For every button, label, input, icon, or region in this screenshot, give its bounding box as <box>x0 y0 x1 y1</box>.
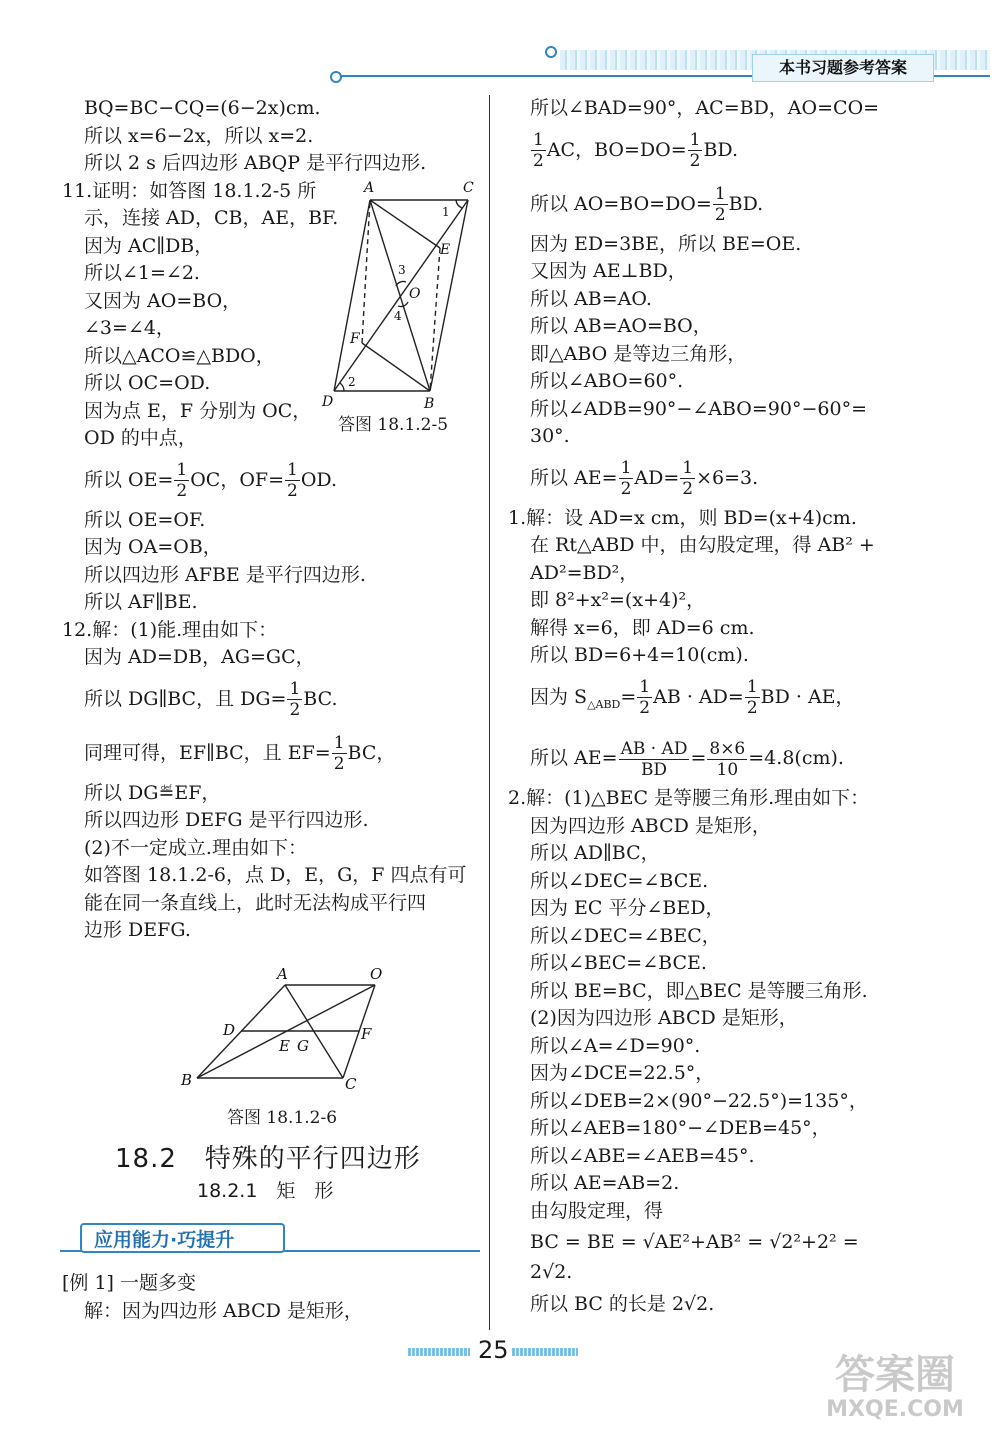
formula-line: 所以 OE= $\frac{1}{2}$ OC，OF= $\frac{1}{2}$ OD. <box>84 460 338 501</box>
column-divider <box>489 95 490 1330</box>
formula-line: 所以 AO=BO=DO= $\frac{1}{2}$ BD. <box>530 184 764 225</box>
fraction-half: $\frac{1}{2}$ <box>639 677 651 718</box>
problem-11-heading: 11.证明：如答图 18.1.2-5 所 <box>62 179 317 202</box>
text-line: 所以∠A=∠D=90°. <box>530 1034 701 1057</box>
text-line: 30°. <box>530 425 570 447</box>
text-line: OD 的中点， <box>84 427 197 449</box>
fraction-half: $\frac{1}{2}$ <box>682 458 694 499</box>
text-line: 所以四边形 AFBE 是平行四边形. <box>84 563 366 586</box>
subsection-heading: 18.2.1 矩 形 <box>197 1180 334 1202</box>
text-line: 所以∠DEB=2×(90°−22.5°)=135°， <box>530 1089 868 1112</box>
page-number-decoration-left <box>408 1348 470 1356</box>
formula-line: 所以 AE= $\frac{1}{2}$ AD= $\frac{1}{2}$ ×6=3. <box>530 458 759 499</box>
text-line: 所以 AD∥BC， <box>530 842 660 865</box>
text-line: 如答图 18.1.2-6，点 D，E，G，F 四点有可 <box>84 864 467 886</box>
fig6-label-f: F <box>361 1025 372 1043</box>
fraction-half: $\frac{1}{2}$ <box>289 679 301 720</box>
text-line: 所以 BE=BC，即△BEC 是等腰三角形. <box>530 979 868 1002</box>
example-heading: [例 1] 一题多变 <box>62 1272 196 1294</box>
text-line: 因为∠DCE=22.5°， <box>530 1062 715 1085</box>
text-line: 所以 BC 的长是 2√2. <box>530 1292 715 1315</box>
text-line: 又因为 AE⊥BD， <box>530 260 687 282</box>
fig5-label-4: 4 <box>394 309 402 323</box>
fig5-label-c: C <box>463 180 474 196</box>
text-line: 所以 OE=OF. <box>84 508 206 531</box>
text-line: 即△ABO 是等边三角形， <box>530 342 747 365</box>
text-line: 因为点 E，F 分别为 OC， <box>84 399 312 422</box>
text-line: (2)因为四边形 ABCD 是矩形， <box>530 1007 798 1030</box>
text-line: 所以 AE=AB=2. <box>530 1172 680 1195</box>
fraction-half: $\frac{1}{2}$ <box>746 677 758 718</box>
text-line: 示，连接 AD，CB，AE，BF. <box>84 207 339 229</box>
text-line: 解得 x=6，即 AD=6 cm. <box>530 616 755 639</box>
text-line: 2√2. <box>530 1261 573 1284</box>
figure-6-caption: 答图 18.1.2-6 <box>227 1108 338 1128</box>
formula-line: 因为 $S_{\triangle ABD}=$ $\frac{1}{2}$ AB · AD= $\frac{1}{2}$ BD · AE， <box>530 677 855 718</box>
problem-1-heading: 1.解：设 AD=x cm，则 BD=(x+4)cm. <box>508 506 857 529</box>
segment-eb <box>430 248 440 391</box>
fraction-half: $\frac{1}{2}$ <box>333 733 345 774</box>
text-line: 所以 x=6−2x，所以 x=2. <box>84 124 314 147</box>
fig5-label-1: 1 <box>442 205 450 219</box>
segment-ab <box>370 200 430 391</box>
fig5-label-e: E <box>440 242 451 258</box>
fig5-label-3: 3 <box>398 263 406 277</box>
text-line: 所以∠DEC=∠BEC， <box>530 924 721 947</box>
fig6-label-c: C <box>345 1075 357 1093</box>
header-dot-left <box>330 71 342 83</box>
text-line: 因为 ED=3BE，所以 BE=OE. <box>530 232 802 255</box>
text-line: 在 Rt△ABD 中，由勾股定理，得 AB² + <box>530 534 875 556</box>
text-line: 所以∠BAD=90°，AC=BD，AO=CO= <box>530 97 880 119</box>
page-number: 25 <box>478 1336 509 1364</box>
formula-line: BC = BE = √AE²+AB² = √2²+2² = <box>530 1231 859 1254</box>
text-line: 所以 AB=AO=BO， <box>530 315 712 337</box>
formula-line: 所以 AE= $\frac{AB \cdot AD}{BD}$ = $\frac{8\times 6}{10}$ =4.8(cm). <box>530 738 844 780</box>
text-line: 因为 AC∥DB， <box>84 234 214 257</box>
text-line: (2)不一定成立.理由如下： <box>84 836 307 859</box>
text-line: 因为 AD=DB，AG=GC， <box>84 646 315 668</box>
fig5-label-f: F <box>350 331 360 347</box>
header-dot-top <box>545 46 557 58</box>
figure-18-1-2-6 <box>175 965 395 1095</box>
angle-2-arc <box>340 383 344 391</box>
fraction-half: $\frac{1}{2}$ <box>689 130 701 171</box>
fraction-half: $\frac{1}{2}$ <box>714 184 726 225</box>
text-line: AD²=BD²， <box>530 561 639 584</box>
text-line: 所以∠1=∠2. <box>84 262 200 284</box>
fig5-label-d: D <box>322 394 334 410</box>
section-banner: 应用能力·巧提升 <box>80 1223 285 1253</box>
fig6-label-b: B <box>181 1071 193 1089</box>
figure-18-1-2-5 <box>318 178 488 423</box>
text-line: 所以 2 s 后四边形 ABQP 是平行四边形. <box>84 152 427 174</box>
text-line: 能在同一条直线上，此时无法构成平行四 <box>84 891 427 914</box>
angle-1-arc <box>456 200 462 208</box>
fig5-label-b: B <box>424 396 435 412</box>
text-line: 所以四边形 DEFG 是平行四边形. <box>84 809 369 831</box>
fraction-half: $\frac{1}{2}$ <box>533 130 544 171</box>
page-number-decoration-right <box>512 1348 578 1356</box>
text-line: 所以∠ABE=∠AEB=45°. <box>530 1144 755 1167</box>
fig5-label-o: O <box>409 286 421 302</box>
problem-12-heading: 12.解：(1)能.理由如下： <box>62 618 278 641</box>
text-line: 又因为 AO=BO， <box>84 289 242 312</box>
text-line: 所以∠DEC=∠BCE. <box>530 869 709 892</box>
fraction-ab-ad: $\frac{AB \cdot AD}{BD}$ <box>620 738 688 780</box>
text-line: 所以△ACO≌△BDO， <box>84 344 275 367</box>
text-line: 所以 AF∥BE. <box>84 591 198 613</box>
text-line: 所以 OC=OD. <box>84 372 211 394</box>
text-line: 即 8²+x²=(x+4)²， <box>530 589 706 611</box>
fig5-label-2: 2 <box>348 375 356 389</box>
text-line: 边形 DEFG. <box>84 919 191 941</box>
parallel-equal-symbol: ≝ <box>158 781 175 804</box>
segment-ae <box>370 200 440 248</box>
text-line: ∠3=∠4， <box>84 317 175 339</box>
text-line: 所以 DG≝EF， <box>84 781 221 804</box>
text-line: 因为四边形 ABCD 是矩形， <box>530 814 771 837</box>
formula-line: $\frac{1}{2}$ AC，BO=DO= $\frac{1}{2}$ BD. <box>533 130 739 171</box>
text-line: 解：因为四边形 ABCD 是矩形， <box>84 1299 363 1322</box>
figure-5-caption: 答图 18.1.2-5 <box>338 415 449 435</box>
fig5-label-a: A <box>364 180 375 196</box>
segment-cb <box>430 200 468 391</box>
watermark: 答案圈 MXQE.COM <box>826 1352 964 1422</box>
segment-bf <box>362 343 430 391</box>
fig6-label-g: G <box>297 1037 309 1055</box>
text-line: 因为 OA=OB， <box>84 536 222 558</box>
fraction-half: $\frac{1}{2}$ <box>287 460 298 501</box>
fraction-half: $\frac{1}{2}$ <box>176 460 188 501</box>
text-line: 所以 BD=6+4=10(cm). <box>530 644 749 666</box>
text-line: 所以∠ADB=90°−∠ABO=90°−60°= <box>530 397 867 420</box>
example-block <box>62 1270 363 1325</box>
text-line: BQ=BC−CQ=(6−2x)cm. <box>84 97 321 119</box>
right-column <box>508 95 988 1321</box>
text-line: 所以∠ABO=60°. <box>530 370 684 392</box>
header-title: 本书习题参考答案 <box>752 54 934 82</box>
fig6-label-a: A <box>277 965 288 983</box>
segment-cd <box>334 200 468 391</box>
text-line: 所以∠BEC=∠BCE. <box>530 952 707 975</box>
fraction-half: $\frac{1}{2}$ <box>620 458 632 499</box>
text-line: 所以 AB=AO. <box>530 287 652 310</box>
problem-2-heading: 2.解：(1)△BEC 是等腰三角形.理由如下： <box>508 787 870 810</box>
fig6-label-d: D <box>223 1021 236 1039</box>
text-line: 因为 EC 平分∠BED， <box>530 897 725 920</box>
formula-line: 所以 DG∥BC，且 DG= $\frac{1}{2}$ BC. <box>84 679 338 720</box>
section-heading: 18.2 特殊的平行四边形 <box>115 1144 421 1174</box>
text-line: 由勾股定理，得 <box>530 1199 664 1222</box>
fig6-label-o: O <box>370 965 383 983</box>
fraction-8x6: $\frac{8\times 6}{10}$ <box>709 738 746 780</box>
fig6-label-e: E <box>279 1037 290 1055</box>
text-line: 所以∠AEB=180°−∠DEB=45°， <box>530 1117 831 1140</box>
formula-line: 同理可得，EF∥BC，且 EF= $\frac{1}{2}$ BC， <box>84 733 396 774</box>
